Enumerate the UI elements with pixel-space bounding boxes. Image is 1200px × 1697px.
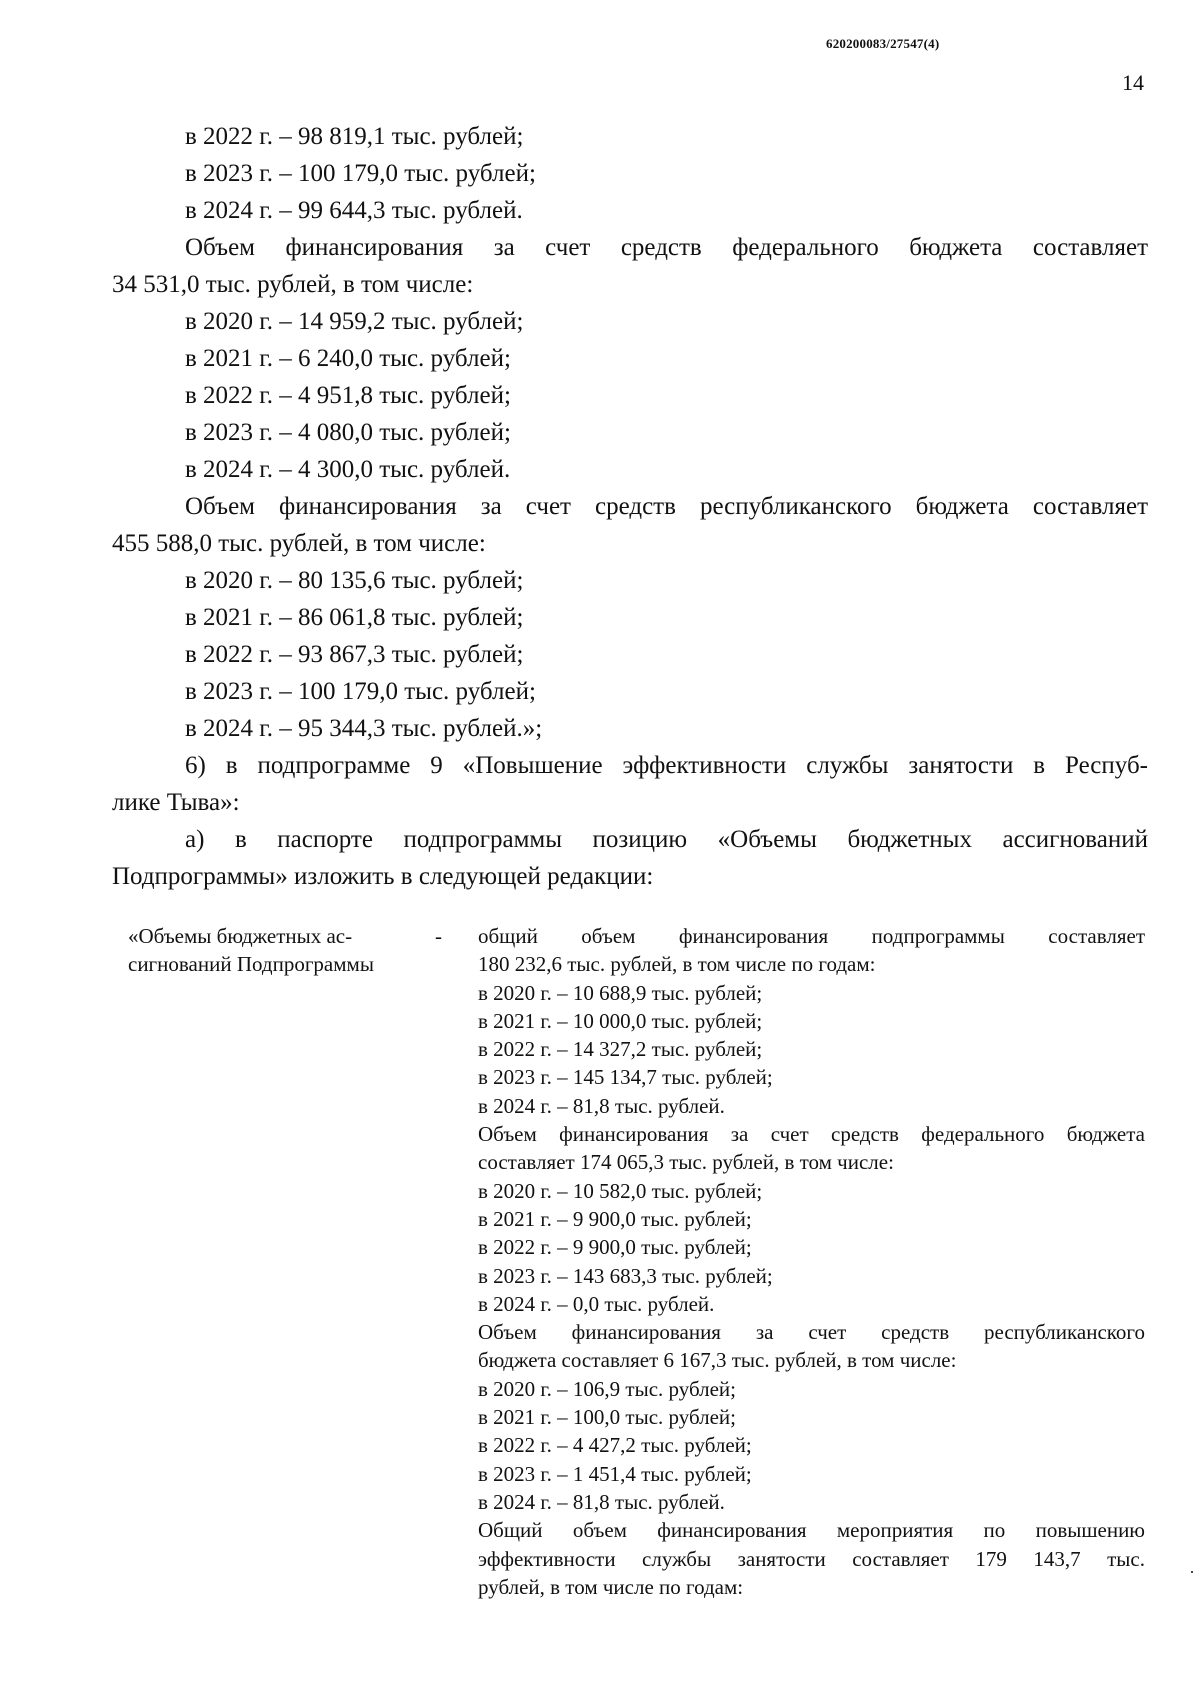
total-funding-amount: 180 232,6 тыс. рублей, в том числе по годам: — [478, 952, 876, 977]
text-line: в 2022 г. – 4 951,8 тыс. рублей; — [185, 382, 511, 409]
measure-funding-intro: Общий объем финансирования мероприятия по повышению — [478, 1518, 1145, 1543]
text-line: в 2021 г. – 86 061,8 тыс. рублей; — [185, 604, 524, 631]
republic-budget-total: 455 588,0 тыс. рублей, в том числе: — [112, 530, 486, 557]
text-line: в 2024 г. – 81,8 тыс. рублей. — [478, 1093, 725, 1118]
federal-funding-amount: составляет 174 065,3 тыс. рублей, в том числе: — [478, 1150, 894, 1175]
text-line: в 2024 г. – 95 344,3 тыс. рублей.»; — [185, 715, 543, 742]
text-line: в 2023 г. – 143 683,3 тыс. рублей; — [478, 1263, 773, 1288]
text-line: в 2024 г. – 81,8 тыс. рублей. — [478, 1489, 725, 1514]
text-line: в 2022 г. – 9 900,0 тыс. рублей; — [478, 1235, 752, 1260]
text-line: в 2020 г. – 10 688,9 тыс. рублей; — [478, 980, 763, 1005]
republic-funding-amount: бюджета составляет 6 167,3 тыс. рублей, в том числе: — [478, 1348, 957, 1373]
passport-dash: - — [435, 924, 442, 948]
document-id: 620200083/27547(4) — [826, 36, 940, 51]
text-line: в 2021 г. – 10 000,0 тыс. рублей; — [478, 1008, 763, 1033]
subprogram-9-heading-cont: лике Тыва»: — [112, 789, 240, 816]
passport-instruction-cont: Подпрограммы» изложить в следующей редакции: — [112, 863, 654, 890]
text-line: в 2020 г. – 10 582,0 тыс. рублей; — [478, 1178, 763, 1203]
passport-label-line: сигнований Подпрограммы — [128, 952, 374, 977]
body-text — [112, 118, 1148, 895]
text-line: в 2023 г. – 100 179,0 тыс. рублей; — [185, 160, 536, 187]
text-line: в 2021 г. – 6 240,0 тыс. рублей; — [185, 345, 511, 372]
text-line: в 2024 г. – 99 644,3 тыс. рублей. — [185, 197, 523, 224]
text-line: в 2021 г. – 100,0 тыс. рублей; — [478, 1405, 736, 1430]
text-line: в 2023 г. – 1 451,4 тыс. рублей; — [478, 1461, 752, 1486]
text-line: в 2023 г. – 4 080,0 тыс. рублей; — [185, 419, 511, 446]
page-number: 14 — [1122, 70, 1144, 95]
passport-label-line: «Объемы бюджетных ас- — [128, 924, 353, 948]
federal-budget-total: 34 531,0 тыс. рублей, в том числе: — [112, 271, 474, 298]
text-line: в 2022 г. – 93 867,3 тыс. рублей; — [185, 641, 524, 668]
federal-funding-intro: Объем финансирования за счет средств федерального бюджета — [478, 1122, 1145, 1147]
text-line: в 2020 г. – 106,9 тыс. рублей; — [478, 1376, 736, 1401]
scan-speck — [1191, 1571, 1193, 1573]
text-line: в 2024 г. – 4 300,0 тыс. рублей. — [185, 456, 511, 483]
text-line: в 2021 г. – 9 900,0 тыс. рублей; — [478, 1206, 752, 1231]
measure-funding-cont: рублей, в том числе по годам: — [478, 1574, 744, 1599]
measure-funding-amount: эффективности службы занятости составляет 179 143,7 тыс. — [478, 1546, 1145, 1571]
text-line: в 2022 г. – 98 819,1 тыс. рублей; — [185, 123, 524, 150]
passport-position-label — [128, 922, 418, 979]
federal-budget-intro: Объем финансирования за счет средств федерального бюджета составляет — [185, 234, 1148, 261]
republic-budget-intro: Объем финансирования за счет средств республиканского бюджета составляет — [185, 493, 1148, 520]
passport-instruction: а) в паспорте подпрограммы позицию «Объемы бюджетных ассигнований — [185, 826, 1148, 853]
text-line: в 2024 г. – 0,0 тыс. рублей. — [478, 1291, 715, 1316]
text-line: в 2023 г. – 145 134,7 тыс. рублей; — [478, 1065, 773, 1090]
text-line: в 2020 г. – 14 959,2 тыс. рублей; — [185, 308, 524, 335]
subprogram-9-heading: 6) в подпрограмме 9 «Повышение эффективности службы занятости в Респуб- — [185, 752, 1148, 779]
text-line: в 2022 г. – 14 327,2 тыс. рублей; — [478, 1037, 763, 1062]
total-funding-intro: общий объем финансирования подпрограммы составляет — [478, 924, 1145, 948]
republic-funding-intro: Объем финансирования за счет средств республиканского — [478, 1320, 1145, 1345]
text-line: в 2020 г. – 80 135,6 тыс. рублей; — [185, 567, 524, 594]
text-line: в 2022 г. – 4 427,2 тыс. рублей; — [478, 1433, 752, 1458]
passport-position-value — [478, 922, 1145, 1601]
text-line: в 2023 г. – 100 179,0 тыс. рублей; — [185, 678, 536, 705]
